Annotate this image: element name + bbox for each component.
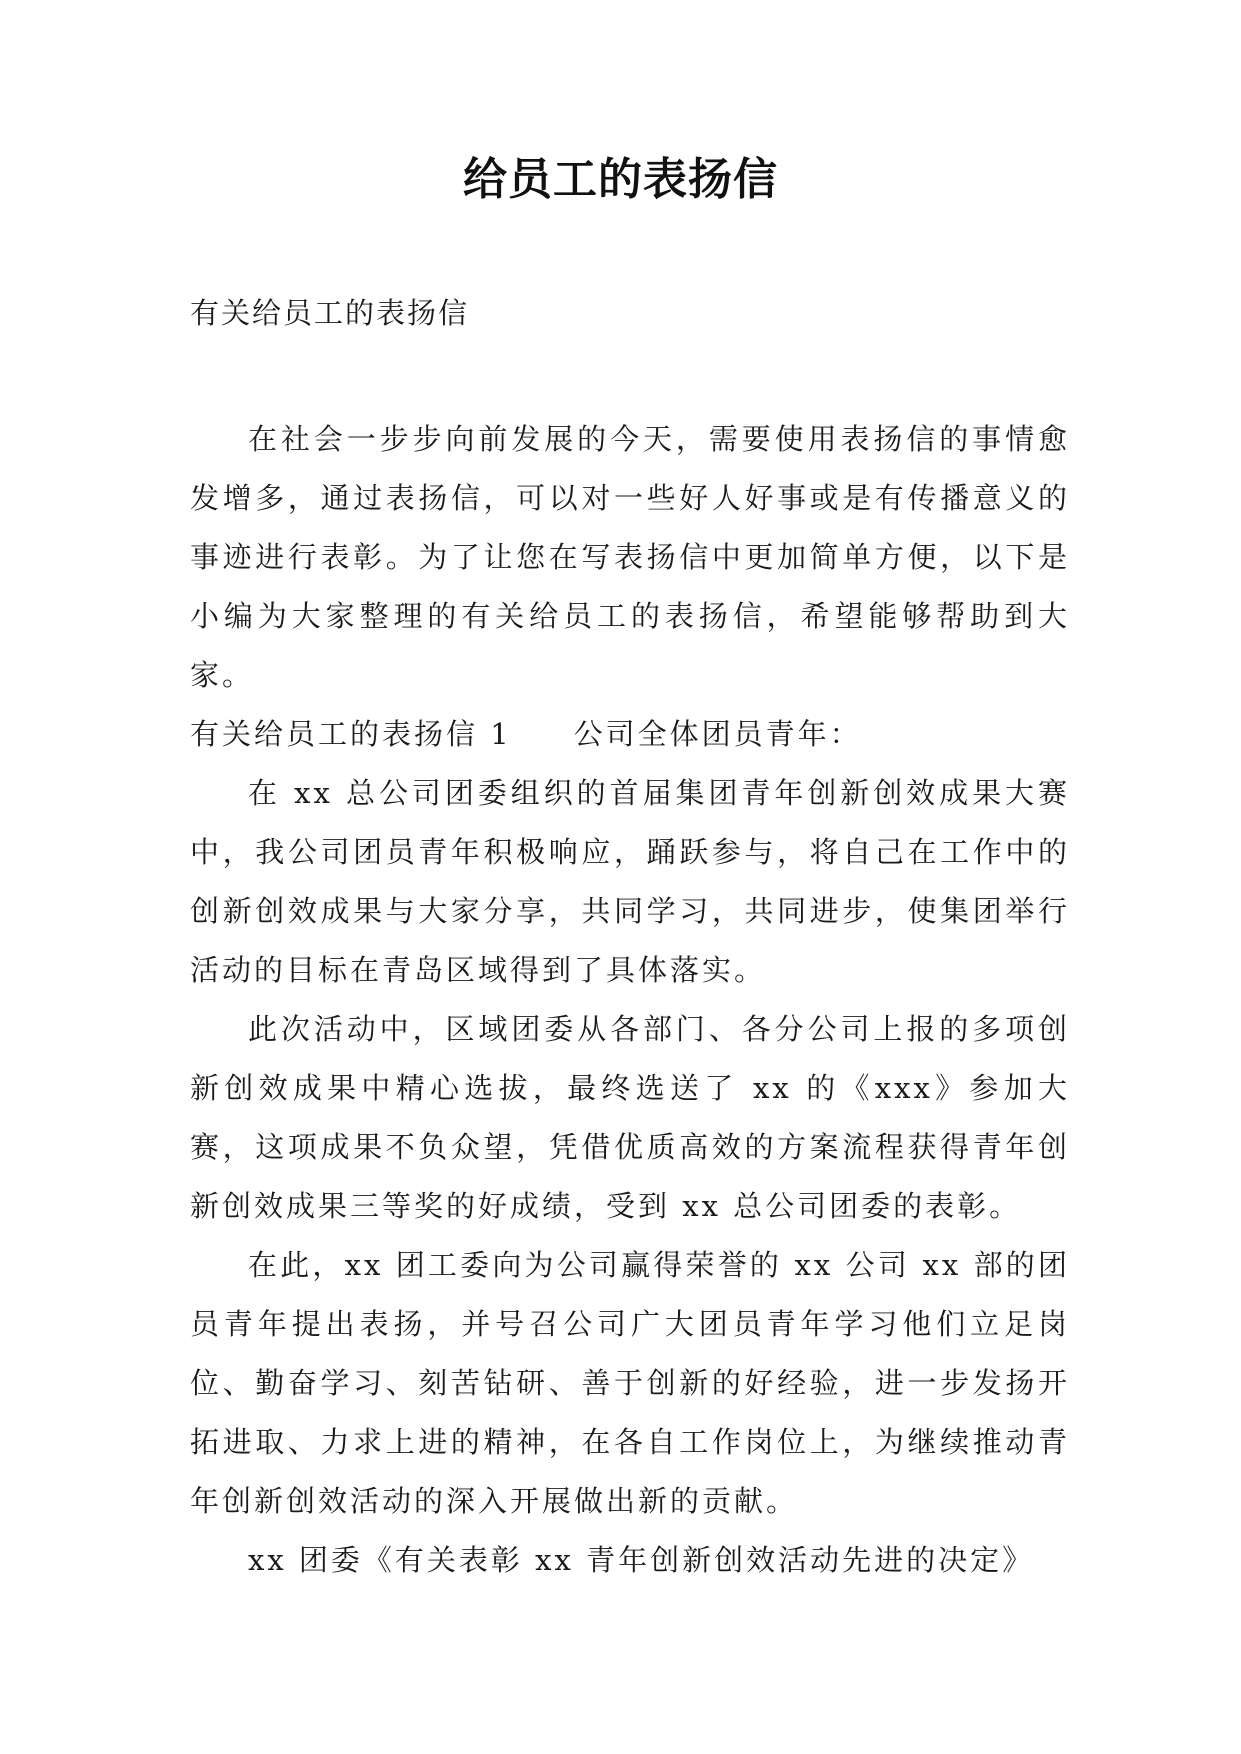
document-subtitle: 有关给员工的表扬信 <box>190 296 470 330</box>
intro-paragraph: 在社会一步步向前发展的今天，需要使用表扬信的事情愈发增多，通过表扬信，可以对一些好人好事或是有传播意义的事迹进行表彰。为了让您在写表扬信中更加简单方便，以下是小编为大家整理的有关给员工的表扬信，希望能够帮助到大家。 <box>190 422 1070 692</box>
document-title: 给员工的表扬信 <box>463 154 778 205</box>
body-paragraph: 在此，xx 团工委向为公司赢得荣誉的 xx 公司 xx 部的团员青年提出表扬，并号召公司广大团员青年学习他们立足岗位、勤奋学习、刻苦钻研、善于创新的好经验，进一步发扬开拓进取、力求上进的精神，在各自工作岗位上，为继续推动青年创新创效活动的深入开展做出新的贡献。 <box>190 1248 1070 1518</box>
body-paragraph: 在 xx 总公司团委组织的首届集团青年创新创效成果大赛中，我公司团员青年积极响应，踊跃参与，将自己在工作中的创新创效成果与大家分享，共同学习，共同进步，使集团举行活动的目标在青岛区域得到了具体落实。 <box>190 776 1070 987</box>
salutation: 公司全体团员青年： <box>573 717 862 751</box>
letter-heading-line <box>190 705 1070 764</box>
letter-heading: 有关给员工的表扬信 1 <box>190 717 512 751</box>
body-paragraph: 此次活动中，区域团委从各部门、各分公司上报的多项创新创效成果中精心选拔，最终选送了 xx 的《xxx》参加大赛，这项成果不负众望，凭借优质高效的方案流程获得青年创新创效成果三等奖的好成绩，受到 xx 总公司团委的表彰。 <box>190 1012 1070 1223</box>
closing-line: xx 团委《有关表彰 xx 青年创新创效活动先进的决定》 <box>248 1543 1035 1577</box>
document-body <box>190 410 1070 1590</box>
